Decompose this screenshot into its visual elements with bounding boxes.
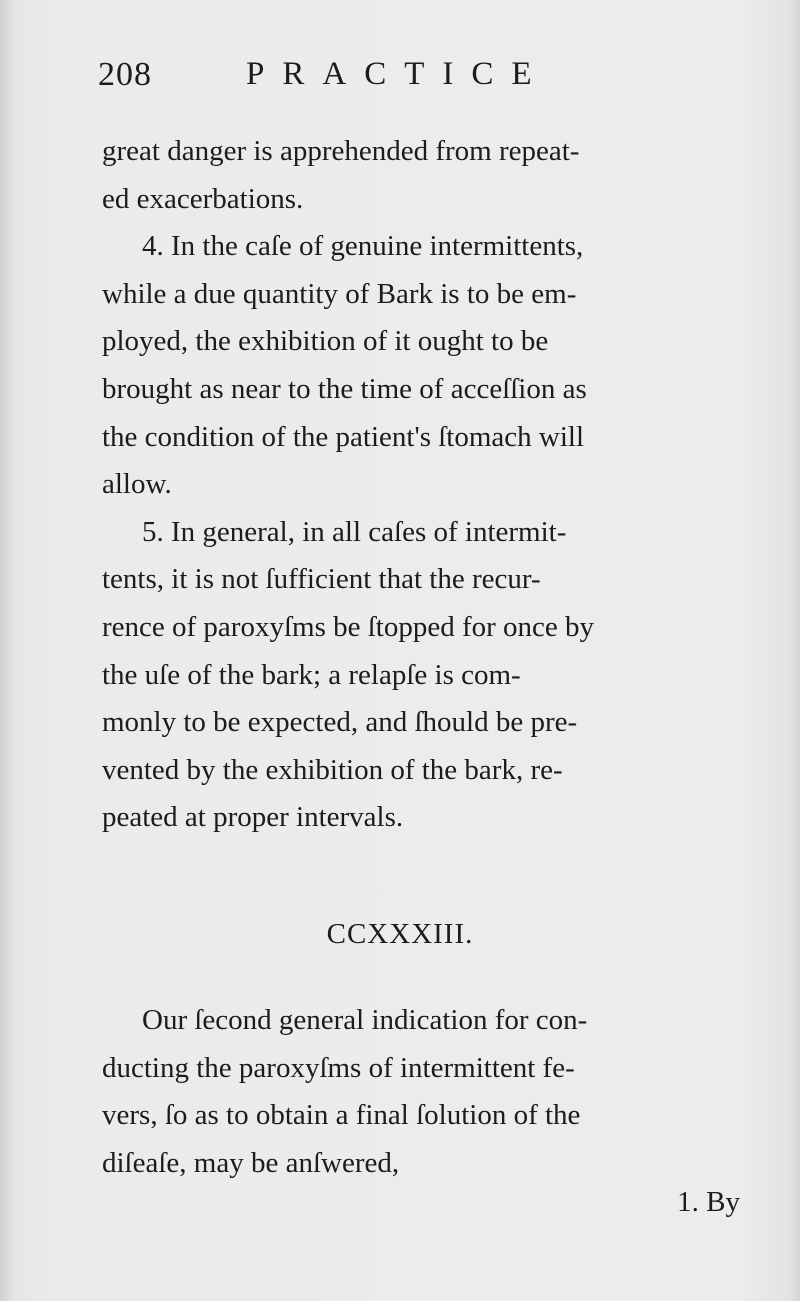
text-line: rence of paroxyſms be ſtopped for once by <box>102 610 595 643</box>
text-line: the uſe of the bark; a relapſe is com- <box>102 658 521 691</box>
text-line: great danger is apprehended from repeat- <box>102 135 580 167</box>
text-line: the condition of the patient's ſtomach will <box>102 420 585 453</box>
text-line: 4. In the caſe of genuine intermittents, <box>142 230 584 263</box>
text-block-2 <box>102 996 742 1186</box>
page-header <box>98 56 738 100</box>
text-line: ed exacerbations. <box>102 182 304 215</box>
text-line: vers, ſo as to obtain a final ſolution of the <box>102 1099 581 1132</box>
text-line: brought as near to the time of acceſſion as <box>102 372 587 405</box>
text-line: diſeaſe, may be anſwered, <box>102 1146 400 1179</box>
text-line: 5. In general, in all caſes of intermit- <box>142 515 567 548</box>
text-block <box>102 128 742 842</box>
text-line: while a due quantity of Bark is to be em- <box>102 277 577 310</box>
running-head: PRACTICE <box>246 56 550 92</box>
text-line: Our ſecond general indication for con- <box>142 1004 588 1036</box>
text-line: peated at proper intervals. <box>102 801 404 834</box>
text-line: tents, it is not ſufficient that the recur- <box>102 563 541 596</box>
section-heading: CCXXXIII. <box>326 918 474 950</box>
catchword: 1. By <box>677 1186 740 1218</box>
text-line: ployed, the exhibition of it ought to be <box>102 325 549 358</box>
text-line: ducting the paroxyſms of intermittent fe- <box>102 1051 575 1084</box>
text-line: allow. <box>102 468 172 501</box>
page-number: 208 <box>98 56 152 93</box>
text-line: vented by the exhibition of the bark, re- <box>102 753 563 786</box>
text-line: monly to be expected, and ſhould be pre- <box>102 706 578 739</box>
